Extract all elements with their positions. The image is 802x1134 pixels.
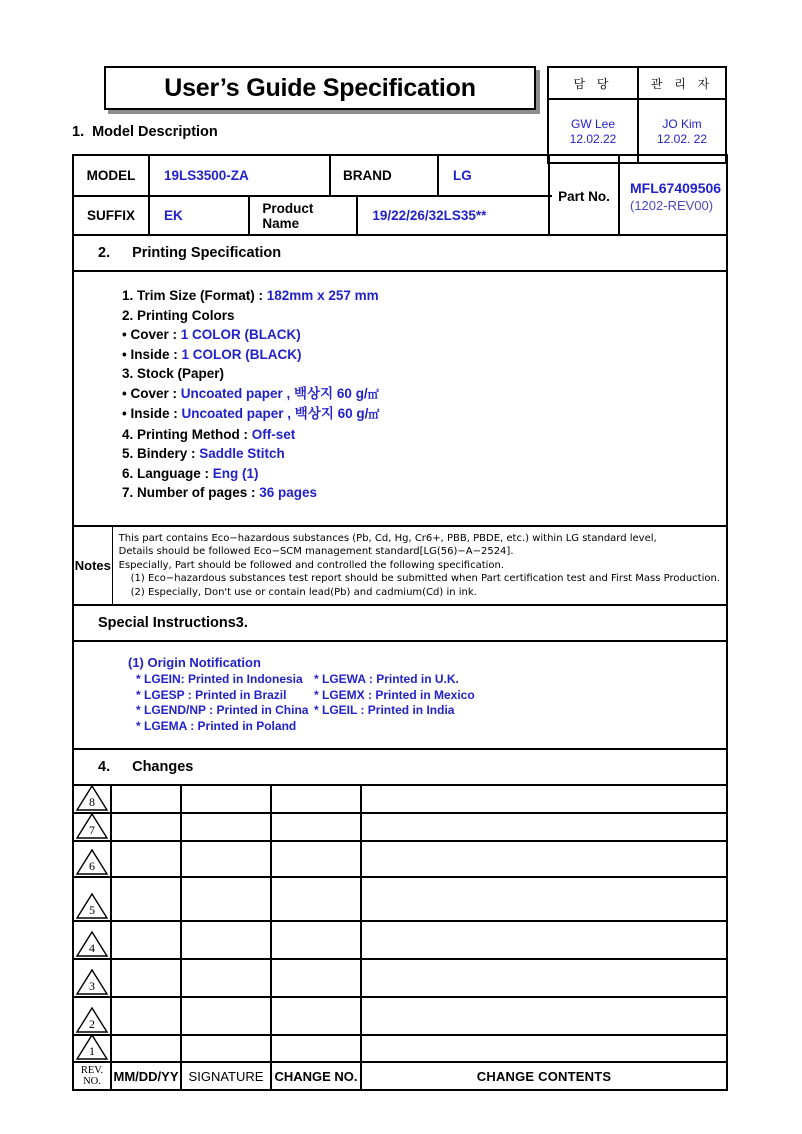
revision-triangle-icon [75,786,109,812]
revision-date-cell [110,842,180,876]
model-label: MODEL [86,168,136,183]
revision-marker-cell [74,842,110,876]
approval-staff-name: GW Lee [570,117,615,131]
approval-header-manager [637,68,725,98]
notes-line: Details should be followed Eco−SCM management standard[LG(56)−A−2524]. [118,546,514,557]
revision-triangle-icon [75,960,109,996]
section-3-heading [74,604,726,640]
revision-triangle-icon [75,1036,109,1061]
spec-page-count-label: 7. Number of pages : [122,485,260,500]
changes-footer-rev-line2: NO. [83,1076,101,1087]
spec-inside-stock-unit: ㎡ [368,408,380,421]
spec-page-count [74,483,726,503]
origin-notification-list [74,672,726,734]
revision-change-no-cell [270,960,360,996]
origin-item: * LGEIL : Printed in India [314,703,455,717]
spec-cover-colors-value: 1 COLOR (BLACK) [180,327,301,342]
revision-number: 2 [89,1017,95,1031]
table-row [74,812,726,840]
spec-stock-heading: 3. Stock (Paper) [122,366,225,381]
spec-printing-method-label: 4. Printing Method : [122,426,252,442]
revision-change-no-cell [270,814,360,840]
approval-header-staff-label: 담 당 [573,76,613,91]
revision-signature-cell [180,786,270,812]
spec-cover-colors [74,325,726,345]
changes-footer-contents: CHANGE CONTENTS [476,1068,612,1084]
model-value: 19LS3500-ZA [148,156,329,195]
spec-inside-stock-label: • Inside : [122,406,182,421]
table-row [74,1034,726,1061]
revision-number: 6 [89,859,95,873]
spec-language-label: 6. Language : [122,465,213,481]
spec-inside-colors [74,345,726,365]
suffix-value: EK [148,197,248,234]
spec-inside-stock [74,404,726,425]
spec-inside-colors-label: • Inside : [122,346,182,362]
model-description-left [74,156,552,234]
part-no-label: Part No. [558,188,610,204]
specification-frame [72,154,728,1091]
notes-line: Especially, Part should be followed and controlled the following specification. [118,559,505,571]
revision-number: 4 [89,941,95,955]
origin-item: * LGESP : Printed in Brazil [136,687,287,702]
revision-change-no-cell [270,878,360,920]
spec-cover-colors-label: • Cover : [122,327,181,342]
spec-trim-size [74,286,726,306]
revision-triangle-icon [75,998,109,1034]
spec-bindery-value: Saddle Stitch [199,446,285,461]
revision-marker-cell [74,960,110,996]
changes-footer-changeno-cell [270,1063,360,1089]
spec-trim-size-label: 1. Trim Size (Format) : [122,288,267,303]
printing-specification-body [74,270,726,525]
document-title-box [104,66,536,110]
spec-inside-colors-value: 1 COLOR (BLACK) [181,346,302,362]
approval-manager-date: 12.02. 22 [656,132,708,146]
revision-signature-cell [180,878,270,920]
origin-item: * LGEMA : Printed in Poland [136,718,297,733]
part-no-value-cell [618,156,726,236]
spec-printing-colors-heading: 2. Printing Colors [122,307,235,323]
spec-trim-size-value: 182mm x 257 mm [266,288,379,303]
brand-label: BRAND [329,156,437,195]
table-row [74,958,726,996]
section-1-heading [72,124,218,140]
revision-number: 3 [89,979,95,993]
revision-date-cell [110,1036,180,1061]
product-name-value: 19/22/26/32LS35** [356,197,552,234]
spec-printing-method-value: Off-set [251,426,296,442]
table-row [74,840,726,876]
part-no-value: MFL67409506 [630,179,722,196]
revision-triangle-icon [75,922,109,958]
approval-signature-box [547,66,727,164]
spec-cover-stock-separator: , [282,385,295,401]
suffix-label: SUFFIX [86,208,135,223]
revision-contents-cell [360,1036,726,1061]
approval-header-row [549,68,725,98]
spec-language [74,464,726,484]
section-2-title: Printing Specification [132,245,282,261]
origin-item: * LGEMX : Printed in Mexico [314,687,475,702]
spec-cover-stock-korean: 백상지 [294,385,334,402]
spec-cover-stock-value: Uncoated paper [180,385,283,401]
revision-marker-cell [74,998,110,1034]
table-row [74,784,726,812]
revision-marker-cell [74,878,110,920]
revision-triangle-icon [75,842,109,876]
origin-notification-heading: (1) Origin Notification [128,655,261,670]
revision-date-cell [110,998,180,1034]
origin-notification-row [136,688,726,704]
changes-footer-signature-cell [180,1063,270,1089]
revision-date-cell [110,878,180,920]
revision-change-no-cell [270,922,360,958]
revision-signature-cell [180,998,270,1034]
origin-notification-row [136,672,726,688]
revision-number: 1 [89,1044,95,1058]
part-no-box [548,156,726,236]
revision-change-no-cell [270,998,360,1034]
section-2-heading [74,234,726,270]
notes-label: Notes [74,557,111,573]
spec-inside-stock-korean: 백상지 [294,406,334,422]
revision-change-no-cell [270,1036,360,1061]
revision-signature-cell [180,814,270,840]
section-3-title: Special Instructions3. [98,615,248,631]
revision-contents-cell [360,960,726,996]
model-row [74,156,552,195]
changes-footer-rev-cell [74,1063,110,1089]
spec-cover-stock-unit: ㎡ [367,387,379,401]
revision-triangle-icon [75,878,109,920]
suffix-row [74,195,552,234]
approval-staff-date: 12.02.22 [569,132,617,146]
revision-triangle-icon [75,814,109,840]
changes-footer-row [74,1061,726,1089]
section-4-title: Changes [132,759,194,775]
section-1-title: Model Description [92,124,218,140]
notes-line: This part contains Eco−hazardous substances (Pb, Cd, Hg, Cr6+, PBB, PBDE, etc.) within LG standard level, [118,532,657,544]
part-no-revision: (1202-REV00) [630,197,714,213]
special-instructions-body [74,640,726,748]
changes-footer-change-no: CHANGE NO. [274,1068,358,1084]
origin-notification-row [136,719,726,735]
revision-contents-cell [360,842,726,876]
revision-contents-cell [360,922,726,958]
section-2-number: 2. [98,245,111,261]
origin-notification-row [136,703,726,719]
notes-line: (2) Especially, Don't use or contain lead(Pb) and cadmium(Cd) in ink. [130,586,477,598]
revision-marker-cell [74,922,110,958]
revision-date-cell [110,814,180,840]
spec-page-count-value: 36 pages [259,485,318,500]
product-name-label: Product Name [248,197,356,234]
spec-cover-stock-label: • Cover : [122,385,181,401]
revision-marker-cell [74,814,110,840]
revision-signature-cell [180,842,270,876]
spec-bindery-label: 5. Bindery : [122,446,200,461]
section-1-number: 1. [72,124,85,140]
table-row [74,876,726,920]
changes-footer-rev-line1: REV. [80,1064,104,1076]
spec-cover-stock-weight: 60 g/ [333,385,368,401]
page-title: User’s Guide Specification [164,73,476,102]
revision-date-cell [110,922,180,958]
approval-manager-name: JO Kim [662,117,702,131]
notes-body [112,527,726,605]
revision-change-no-cell [270,786,360,812]
revision-contents-cell [360,998,726,1034]
spec-bindery [74,444,726,464]
revision-signature-cell [180,960,270,996]
section-4-number: 4. [98,759,111,775]
spec-inside-stock-weight: 60 g/ [333,406,369,421]
spec-inside-stock-separator: , [283,406,295,421]
notes-section [74,525,726,605]
revision-marker-cell [74,1036,110,1061]
changes-footer-date: MM/DD/YY [113,1068,179,1084]
spec-printing-method [74,425,726,445]
changes-footer-contents-cell [360,1063,726,1089]
section-4-heading [74,748,726,784]
changes-footer-signature: SIGNATURE [188,1068,264,1084]
spec-inside-stock-value: Uncoated paper [181,406,284,421]
table-row [74,996,726,1034]
model-description-table [74,156,726,234]
spec-language-value: Eng (1) [212,465,259,481]
revision-number: 7 [89,823,95,837]
revision-number: 8 [89,795,95,809]
revision-contents-cell [360,814,726,840]
origin-item: * LGEWA : Printed in U.K. [314,672,459,686]
origin-item: * LGEIN: Printed in Indonesia [136,672,303,686]
approval-header-manager-label: 관 리 자 [650,76,714,91]
revision-contents-cell [360,786,726,812]
revision-date-cell [110,786,180,812]
revision-contents-cell [360,878,726,920]
origin-item: * LGEND/NP : Printed in China [136,703,309,717]
revision-change-no-cell [270,842,360,876]
changes-footer-rev [74,1063,110,1089]
revision-signature-cell [180,922,270,958]
spec-cover-stock [74,384,726,405]
brand-value: LG [437,156,552,195]
changes-table [74,784,726,1061]
revision-number: 5 [89,903,95,917]
notes-line: (1) Eco−hazardous substances test report should be submitted when Part certification test and First Mass Production. [130,573,720,584]
revision-signature-cell [180,1036,270,1061]
changes-footer-date-cell [110,1063,180,1089]
approval-header-staff [549,68,637,98]
revision-marker-cell [74,786,110,812]
table-row [74,920,726,958]
revision-date-cell [110,960,180,996]
